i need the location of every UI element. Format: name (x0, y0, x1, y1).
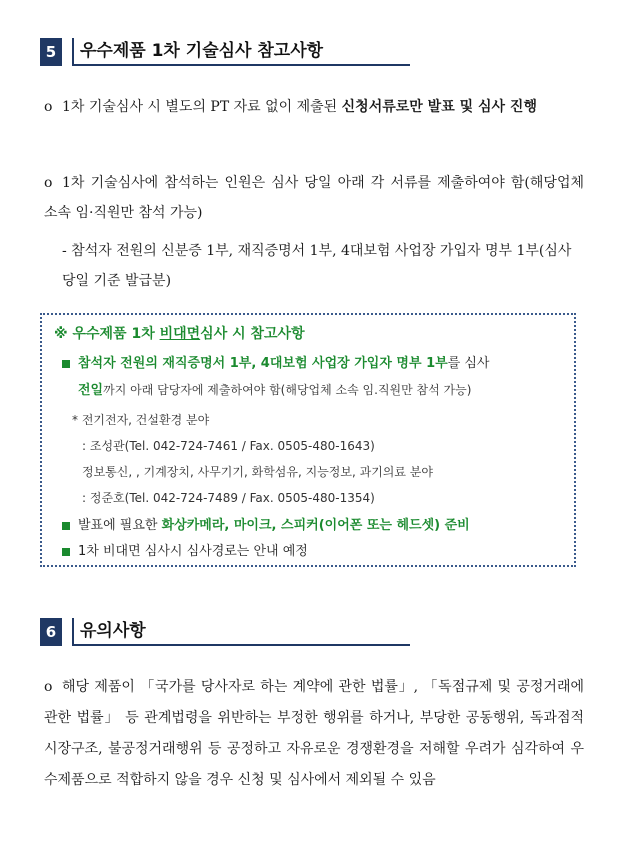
notice-box (40, 313, 576, 567)
notice-item-1-post: 까지 아래 담당자에 제출하여야 함(해당업체 소속 임.직원만 참석 가능) (103, 383, 472, 397)
contact-2-field: 정보통신, , 기계장치, 사무기기, 화학섬유, 지능정보, 과기의료 분야 (82, 465, 433, 479)
item-text: 1차 기술심사 시 별도의 PT 자료 없이 제출된 (62, 99, 342, 115)
contact-1-field: * 전기전자, 건설환경 분야 (72, 413, 210, 427)
notice-item-3-text: 1차 비대면 심사시 심사경로는 안내 예정 (78, 544, 308, 559)
contact-1: : 조성관(Tel. 042-724-7461 / Fax. 0505-480-1643) (82, 439, 375, 453)
section-5-header (40, 38, 410, 66)
notice-item-2-pre: 발표에 필요한 (78, 518, 162, 533)
bullet-marker: o (44, 99, 53, 115)
notice-item-3 (62, 539, 308, 565)
notice-item-1-mid: 를 심사 (447, 356, 490, 371)
item-text: 해당 제품이 「국가를 당사자로 하는 계약에 관한 법률」, 「독점규제 및 공정거래에 관한 법률」 등 관계법령을 위반하는 부정한 행위를 하거나, 부당한 공동행위, 독과점적 시장구조, 불공정거래행위 등 공정하고 자유로운 경쟁환경을 저해할 우려가 심각하여 우수제품으로 적합하지 않을 경우 신청 및 심사에서 제외될 수 있음 (44, 679, 584, 788)
green-square-bullet-icon (62, 548, 70, 556)
notice-item-1 (62, 351, 562, 404)
section-5-item-1 (44, 92, 584, 122)
notice-item-2-bold: 화상카메라, 마이크, 스피커(이어폰 또는 헤드셋) 준비 (161, 518, 470, 533)
notice-item-1-bold: 참석자 전원의 재직증명서 1부, 4대보험 사업장 가입자 명부 1부 (78, 356, 448, 371)
item-bold-text: 신청서류로만 발표 및 심사 진행 (341, 99, 537, 115)
section-title: 우수제품 1차 기술심사 참고사항 (72, 38, 410, 66)
green-square-bullet-icon (62, 360, 70, 368)
bullet-marker: o (44, 679, 53, 695)
section-5-dash-item: - 참석자 전원의 신분증 1부, 재직증명서 1부, 4대보험 사업장 가입자 명부 1부(심사 당일 기준 발급분) (62, 243, 572, 289)
notice-item-2 (62, 513, 470, 539)
notice-title-pre: ※ 우수제품 1차 (54, 326, 160, 342)
section-title: 유의사항 (72, 618, 410, 646)
notice-title-post: 심사 시 참고사항 (200, 326, 305, 342)
green-square-bullet-icon (62, 522, 70, 530)
notice-title-underline: 비대면 (159, 326, 201, 342)
section-number-badge: 6 (40, 618, 62, 646)
section-5-item-2 (44, 168, 584, 228)
notice-item-1-bold2: 전일 (78, 383, 104, 398)
item-text: 1차 기술심사에 참석하는 인원은 심사 당일 아래 각 서류를 제출하여야 함(해당업체 소속 임·직원만 참석 가능) (44, 175, 584, 221)
section-number-badge: 5 (40, 38, 62, 66)
section-6-item (44, 672, 584, 796)
contact-2: : 정준호(Tel. 042-724-7489 / Fax. 0505-480-1354) (82, 491, 375, 505)
section-6-header (40, 618, 410, 646)
bullet-marker: o (44, 175, 53, 191)
notice-box-title (54, 323, 305, 343)
